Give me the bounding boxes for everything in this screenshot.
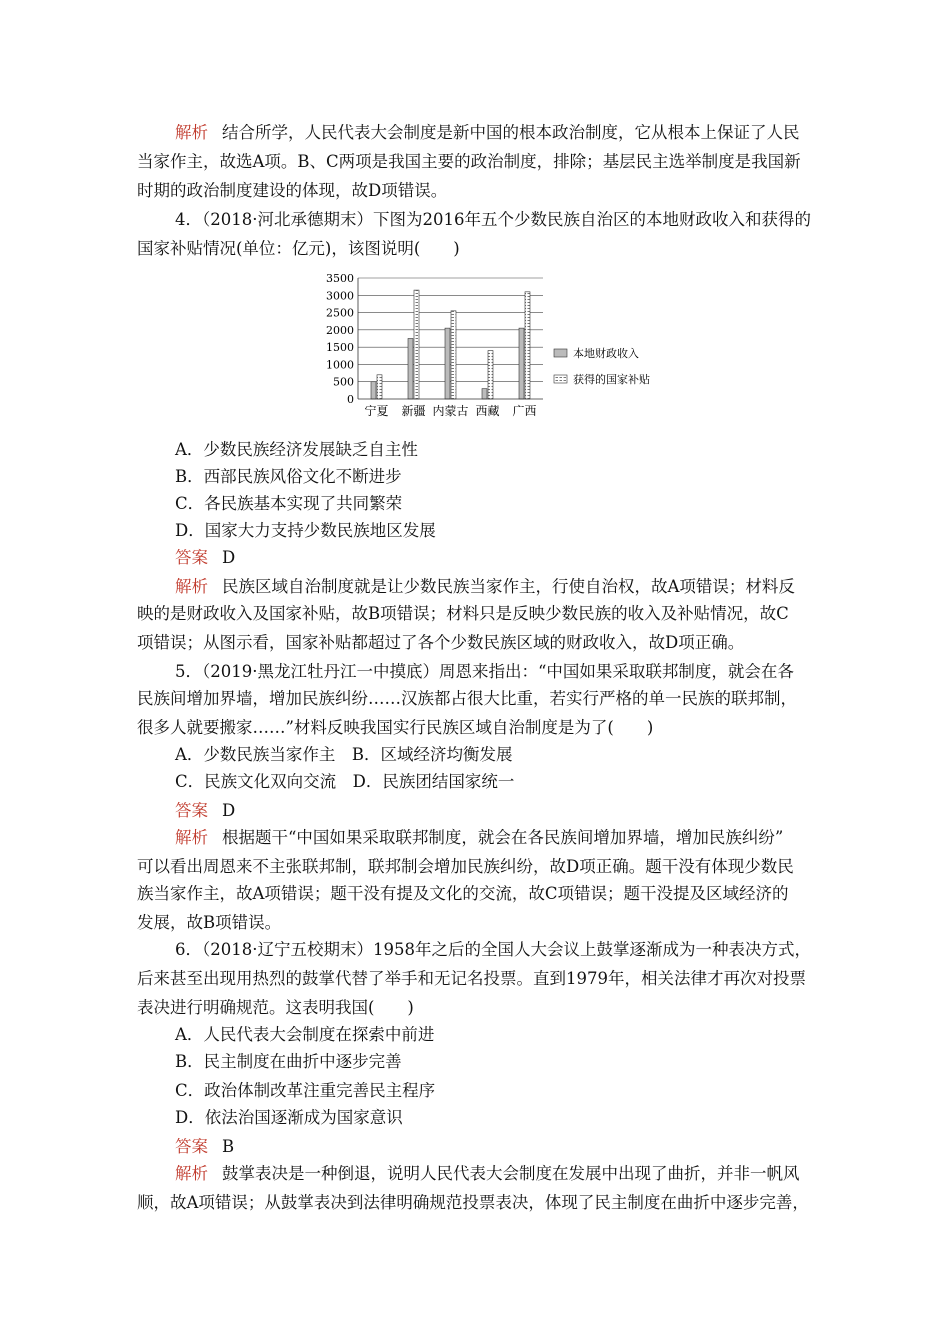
answer-value: D: [222, 548, 236, 567]
x-tick-label: 宁夏: [364, 404, 389, 418]
y-tick-label: 3000: [326, 289, 354, 303]
y-tick-label: 2500: [326, 306, 354, 320]
legend-swatch-subsidy: [554, 375, 567, 383]
q6-stem-line-2: 后来甚至出现用热烈的鼓掌代替了举手和无记名投票。直到1979年，相关法律才再次对投票: [137, 969, 806, 988]
x-tick-label: 西藏: [475, 404, 500, 418]
q4-analysis-line-1: 解析 民族区域自治制度就是让少数民族当家作主，行使自治权，故A项错误；材料反: [175, 577, 795, 596]
q4-analysis-line-2: 映的是财政收入及国家补贴，故B项错误；材料只是反映少数民族的收入及补贴情况，故C: [137, 604, 789, 623]
q6-option-c: C．政治体制改革注重完善民主程序: [175, 1081, 436, 1100]
q5-stem-line-3: 很多人就要搬家……”材料反映我国实行民族区域自治制度是为了( ): [137, 718, 654, 737]
y-tick-label: 2000: [326, 323, 354, 337]
q4-stem-line-2: 国家补贴情况(单位：亿元)，该图说明( ): [137, 239, 460, 258]
answer-value: B: [222, 1137, 235, 1156]
answer-value: D: [222, 801, 236, 820]
y-tick-label: 1000: [326, 358, 354, 372]
x-tick-label: 内蒙古: [432, 404, 469, 418]
q6-analysis-line-2: 顺，故A项错误；从鼓掌表决到法律明确规范投票表决，体现了民主制度在曲折中逐步完善，: [137, 1193, 809, 1212]
q5-analysis-line-1: 解析 根据题干“中国如果采取联邦制度，就会在各民族间增加界墙，增加民族纠纷”: [175, 828, 784, 847]
q5-answer: [175, 801, 235, 821]
q6-option-a: A．人民代表大会制度在探索中前进: [175, 1025, 435, 1044]
chart-legend: [554, 346, 650, 386]
answer-label: 答案: [175, 548, 208, 567]
chart-x-tick-labels: [364, 403, 536, 418]
q5-analysis-line-3: 族当家作主，故A项错误；题干没有提及文化的交流，故C项错误；题干没提及区域经济的: [137, 884, 789, 903]
bar-chart: [315, 268, 695, 428]
bar-income: [408, 339, 413, 400]
q4-analysis-line-3: 项错误；从图示看，国家补贴都超过了各个少数民族区域的财政收入，故D项正确。: [137, 633, 745, 652]
q5-analysis-line-4: 发展，故B项错误。: [137, 913, 282, 932]
q3-analysis-line-2: 当家作主，故选A项。B、C两项是我国主要的政治制度，排除；基层民主选举制度是我国新: [137, 152, 801, 171]
y-tick-label: 1500: [326, 341, 354, 355]
q4-option-b: B．西部民族风俗文化不断进步: [175, 467, 402, 486]
q4-answer: [175, 548, 235, 568]
q6-stem-line-3: 表决进行明确规范。这表明我国( ): [137, 998, 414, 1017]
analysis-label: 解析: [175, 123, 208, 142]
q5-options-cd: C．民族文化双向交流 D．民族团结国家统一: [175, 772, 515, 791]
x-tick-label: 新疆: [401, 404, 426, 418]
y-tick-label: 500: [333, 375, 354, 389]
q5-analysis-line-2: 可以看出周恩来不主张联邦制，联邦制会增加民族纠纷，故D项正确。题干没有体现少数民: [137, 857, 794, 876]
bar-subsidy: [414, 290, 419, 399]
q6-option-b: B．民主制度在曲折中逐步完善: [175, 1052, 402, 1071]
chart-bars: [371, 290, 530, 399]
q3-analysis-line-1: 解析 结合所学，人民代表大会制度是新中国的根本政治制度，它从根本上保证了人民: [175, 123, 800, 142]
q4-option-c: C．各民族基本实现了共同繁荣: [175, 494, 403, 513]
q6-stem-line-1: 6．（2018·辽宁五校期末）1958年之后的全国人大会议上鼓掌逐渐成为一种表决方式，: [175, 940, 811, 959]
legend-label-income: 本地财政收入: [573, 347, 639, 360]
q5-stem-line-2: 民族间增加界墙，增加民族纠纷……汉族都占很大比重，若实行严格的单一民族的联邦制，: [137, 689, 797, 708]
bar-subsidy: [377, 375, 382, 399]
bar-income: [482, 389, 487, 399]
bar-subsidy: [525, 292, 530, 399]
legend-label-subsidy: 获得的国家补贴: [573, 373, 650, 386]
chart-grid: [358, 278, 543, 382]
bar-subsidy: [451, 311, 456, 399]
y-tick-label: 0: [347, 393, 354, 406]
q6-analysis-line-1: 解析 鼓掌表决是一种倒退，说明人民代表大会制度在发展中出现了曲折，并非一帆风: [175, 1164, 800, 1183]
bar-income: [519, 328, 524, 399]
q6-option-d: D．依法治国逐渐成为国家意识: [175, 1108, 403, 1127]
q4-option-a: A．少数民族经济发展缺乏自主性: [175, 440, 418, 459]
answer-label: 答案: [175, 801, 208, 820]
bar-subsidy: [488, 351, 493, 399]
answer-label: 答案: [175, 1137, 208, 1156]
x-tick-label: 广西: [512, 404, 537, 418]
q4-stem-line-1: 4．（2018·河北承德期末）下图为2016年五个少数民族自治区的本地财政收入和获得的: [175, 210, 811, 229]
analysis-label: 解析: [175, 828, 208, 847]
bar-income: [445, 328, 450, 399]
q3-analysis-line-3: 时期的政治制度建设的体现，故D项错误。: [137, 181, 448, 200]
q4-option-d: D．国家大力支持少数民族地区发展: [175, 521, 436, 540]
analysis-label: 解析: [175, 577, 208, 596]
bar-income: [371, 382, 376, 399]
y-tick-label: 3500: [326, 272, 354, 285]
analysis-label: 解析: [175, 1164, 208, 1183]
q5-options-ab: A．少数民族当家作主 B．区域经济均衡发展: [175, 745, 513, 764]
q6-answer: [175, 1137, 234, 1157]
legend-swatch-income: [554, 349, 567, 357]
q5-stem-line-1: 5．（2019·黑龙江牡丹江一中摸底）周恩来指出：“中国如果采取联邦制度，就会在各: [175, 662, 794, 681]
chart-y-tick-labels: [326, 272, 354, 406]
